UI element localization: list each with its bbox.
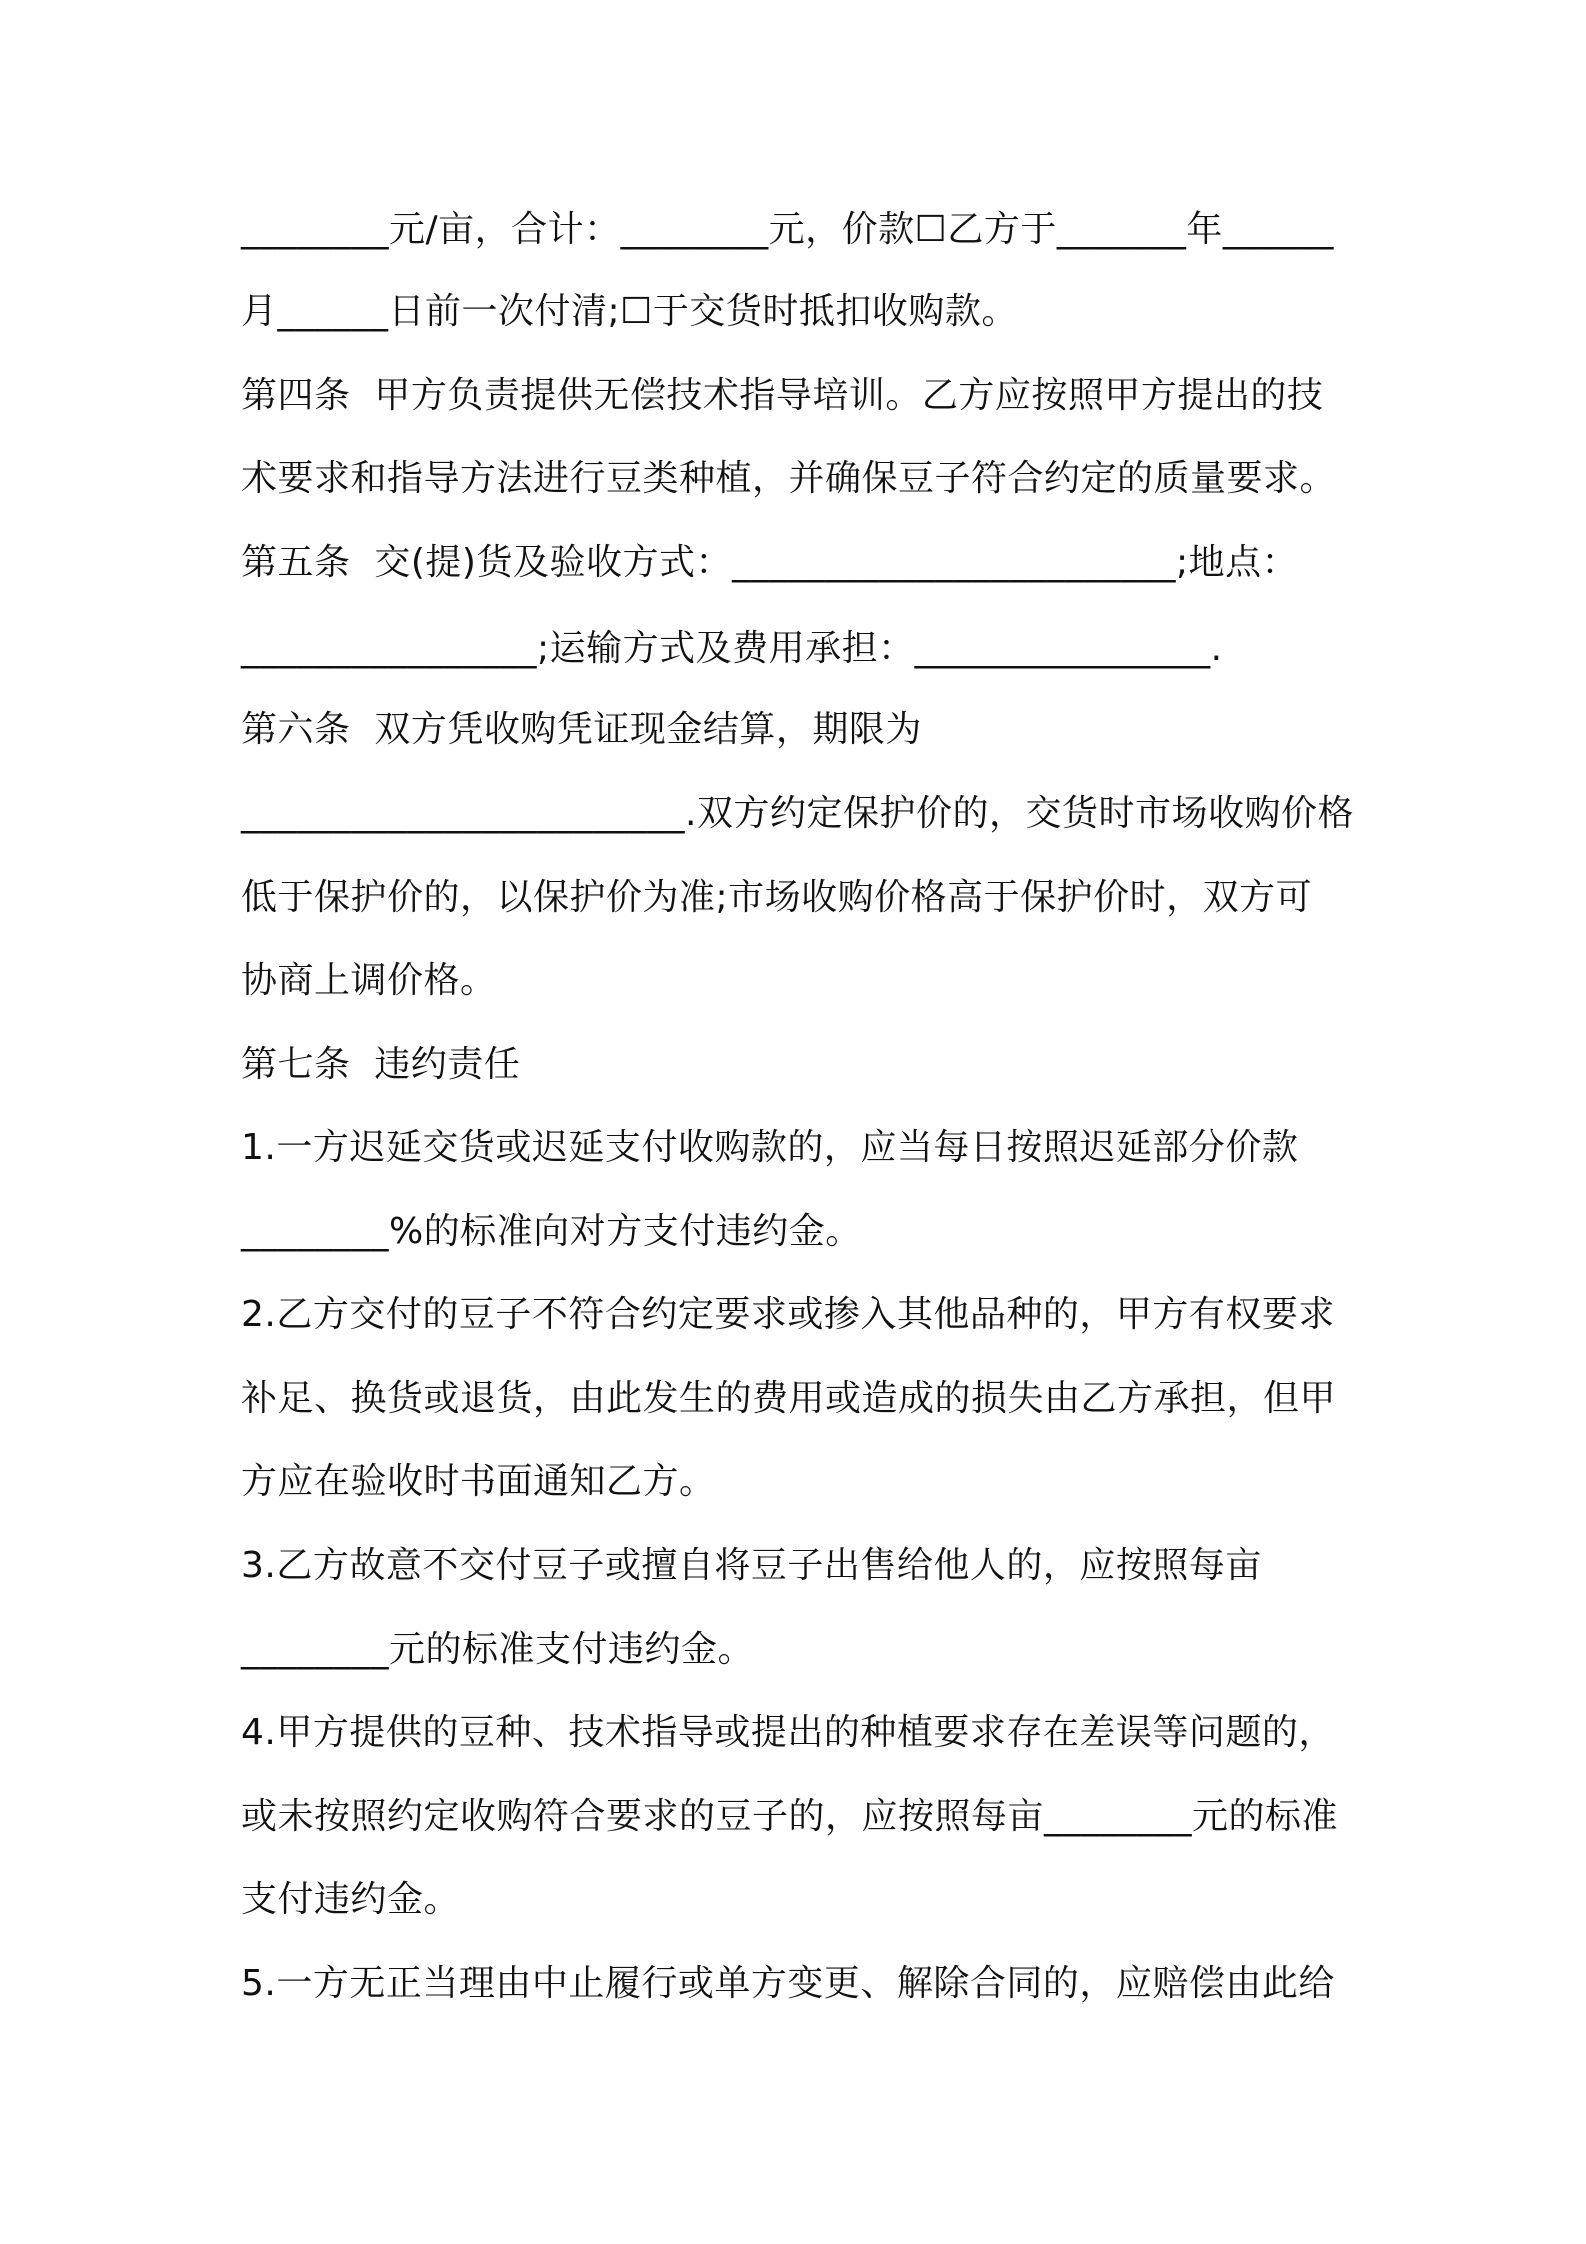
text-line: 1.一方迟延交货或迟延支付收购款的，应当每日按照迟延部分价款 — [241, 1127, 1299, 1168]
text-line: 或未按照约定收购符合要求的豆子的，应按照每亩________元的标准 — [241, 1796, 1339, 1837]
text-line: 3.乙方故意不交付豆子或擅自将豆子出售给他人的，应按照每亩 — [241, 1545, 1262, 1586]
text-line: 低于保护价的，以保护价为准;市场收购价格高于保护价时，双方可 — [241, 877, 1313, 918]
text-line: 术要求和指导方法进行豆类种植，并确保豆子符合约定的质量要求。 — [241, 458, 1337, 499]
text-line: ________________________.双方约定保护价的，交货时市场收购价格 — [241, 793, 1354, 834]
text-line: 支付违约金。 — [241, 1879, 461, 1920]
text-line: 第七条 违约责任 — [241, 1044, 521, 1085]
text-line: 第四条 甲方负责提供无偿技术指导培训。乙方应按照甲方提出的技 — [241, 375, 1324, 416]
text-line: 第五条 交(提)货及验收方式：________________________;地点： — [241, 542, 1299, 583]
text-line: 第六条 双方凭收购凭证现金结算，期限为 — [241, 709, 922, 750]
text-line: 月______日前一次付清;☐于交货时抵扣收购款。 — [241, 291, 1018, 332]
text-line: 协商上调价格。 — [241, 960, 497, 1001]
text-line: ________元的标准支付违约金。 — [241, 1629, 755, 1670]
text-line: 5.一方无正当理由中止履行或单方变更、解除合同的，应赔偿由此给 — [241, 1963, 1335, 2004]
text-line: ________%的标准向对方支付违约金。 — [241, 1211, 862, 1252]
text-line: 2.乙方交付的豆子不符合约定要求或掺入其他品种的，甲方有权要求 — [241, 1294, 1335, 1335]
text-line: 4.甲方提供的豆种、技术指导或提出的种植要求存在差误等问题的， — [241, 1712, 1335, 1753]
text-line: 补足、换货或退货，由此发生的费用或造成的损失由乙方承担，但甲 — [241, 1378, 1337, 1419]
text-line: ________元/亩，合计：________元，价款☐乙方于_______年______ — [241, 209, 1334, 250]
text-line: ________________;运输方式及费用承担：________________. — [241, 628, 1223, 669]
text-line: 方应在验收时书面通知乙方。 — [241, 1461, 716, 1502]
